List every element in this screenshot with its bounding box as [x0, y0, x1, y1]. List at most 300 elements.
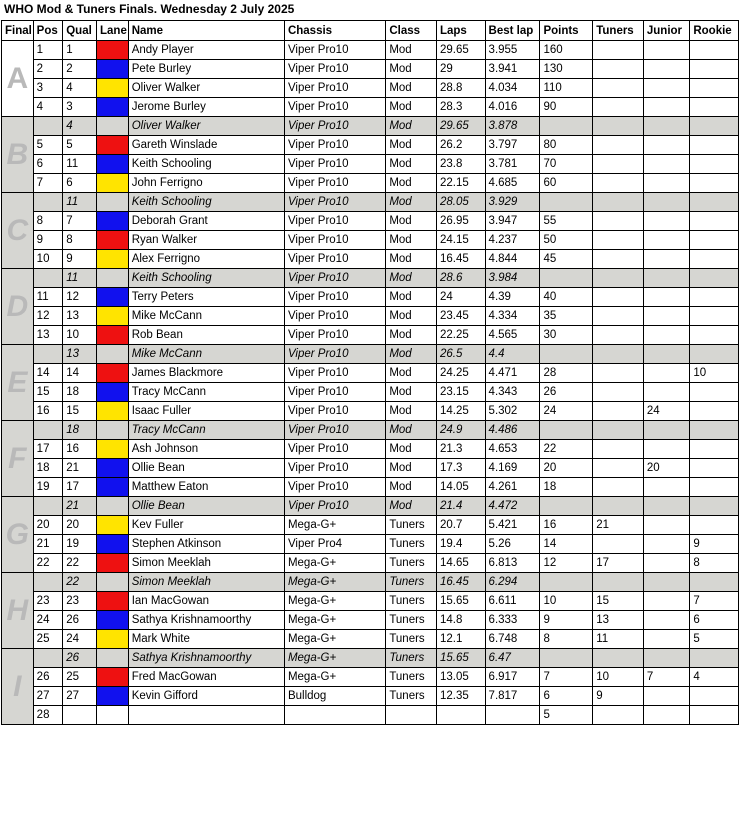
cell-points: 12 — [540, 554, 593, 573]
cell-rookie — [690, 231, 739, 250]
cell-tuners — [593, 155, 644, 174]
cell-qual: 18 — [63, 383, 97, 402]
cell-points: 160 — [540, 41, 593, 60]
cell-rookie — [690, 117, 739, 136]
cell-class: Mod — [386, 307, 437, 326]
column-header-class: Class — [386, 21, 437, 41]
table-row — [2, 212, 739, 231]
cell-points: 130 — [540, 60, 593, 79]
cell-qual: 20 — [63, 516, 97, 535]
cell-tuners — [593, 250, 644, 269]
cell-best-lap: 7.817 — [485, 687, 540, 706]
cell-tuners — [593, 402, 644, 421]
cell-best-lap: 3.878 — [485, 117, 540, 136]
cell-lane — [97, 269, 129, 288]
cell-name: Ian MacGowan — [128, 592, 284, 611]
table-row — [2, 630, 739, 649]
cell-lane — [97, 459, 129, 478]
cell-chassis: Viper Pro10 — [284, 98, 385, 117]
cell-tuners: 11 — [593, 630, 644, 649]
cell-qual: 11 — [63, 269, 97, 288]
cell-qual: 6 — [63, 174, 97, 193]
cell-pos: 18 — [33, 459, 63, 478]
cell-pos: 3 — [33, 79, 63, 98]
table-row — [2, 573, 739, 592]
final-group-letter: H — [2, 573, 34, 649]
cell-pos — [33, 649, 63, 668]
cell-points: 40 — [540, 288, 593, 307]
cell-laps: 16.45 — [436, 250, 485, 269]
cell-class: Mod — [386, 478, 437, 497]
cell-tuners — [593, 193, 644, 212]
table-row — [2, 535, 739, 554]
cell-qual: 27 — [63, 687, 97, 706]
cell-laps: 20.7 — [436, 516, 485, 535]
cell-laps: 21.3 — [436, 440, 485, 459]
cell-best-lap: 4.034 — [485, 79, 540, 98]
cell-class: Tuners — [386, 611, 437, 630]
cell-lane — [97, 611, 129, 630]
cell-rookie: 10 — [690, 364, 739, 383]
cell-chassis: Mega-G+ — [284, 554, 385, 573]
cell-tuners — [593, 383, 644, 402]
cell-rookie — [690, 250, 739, 269]
cell-chassis: Mega-G+ — [284, 668, 385, 687]
cell-junior — [643, 136, 689, 155]
table-row — [2, 649, 739, 668]
cell-junior — [643, 60, 689, 79]
cell-class: Mod — [386, 383, 437, 402]
cell-laps: 23.8 — [436, 155, 485, 174]
cell-tuners — [593, 364, 644, 383]
cell-chassis: Viper Pro10 — [284, 117, 385, 136]
cell-laps: 24.9 — [436, 421, 485, 440]
cell-tuners — [593, 60, 644, 79]
table-row — [2, 288, 739, 307]
cell-lane — [97, 117, 129, 136]
cell-laps: 28.3 — [436, 98, 485, 117]
cell-pos: 24 — [33, 611, 63, 630]
cell-points: 45 — [540, 250, 593, 269]
cell-laps — [436, 706, 485, 725]
cell-best-lap: 4.334 — [485, 307, 540, 326]
cell-qual: 8 — [63, 231, 97, 250]
cell-chassis: Viper Pro10 — [284, 269, 385, 288]
column-header-laps: Laps — [436, 21, 485, 41]
cell-qual: 4 — [63, 117, 97, 136]
cell-rookie — [690, 212, 739, 231]
cell-laps: 26.2 — [436, 136, 485, 155]
cell-name: Ollie Bean — [128, 497, 284, 516]
cell-class: Tuners — [386, 516, 437, 535]
cell-class: Tuners — [386, 573, 437, 592]
cell-chassis: Viper Pro10 — [284, 250, 385, 269]
cell-laps: 14.8 — [436, 611, 485, 630]
cell-tuners — [593, 136, 644, 155]
table-row — [2, 326, 739, 345]
cell-rookie — [690, 706, 739, 725]
cell-name: Sathya Krishnamoorthy — [128, 649, 284, 668]
cell-lane — [97, 478, 129, 497]
cell-chassis: Viper Pro10 — [284, 383, 385, 402]
cell-pos — [33, 421, 63, 440]
cell-name: Simon Meeklah — [128, 554, 284, 573]
cell-tuners — [593, 41, 644, 60]
cell-qual: 10 — [63, 326, 97, 345]
cell-best-lap: 3.984 — [485, 269, 540, 288]
cell-lane — [97, 288, 129, 307]
cell-best-lap: 5.26 — [485, 535, 540, 554]
cell-points — [540, 649, 593, 668]
cell-chassis: Mega-G+ — [284, 630, 385, 649]
cell-lane — [97, 250, 129, 269]
cell-points: 18 — [540, 478, 593, 497]
cell-lane — [97, 98, 129, 117]
cell-points: 8 — [540, 630, 593, 649]
cell-laps: 22.15 — [436, 174, 485, 193]
cell-rookie — [690, 193, 739, 212]
cell-best-lap — [485, 706, 540, 725]
column-header-points: Points — [540, 21, 593, 41]
cell-lane — [97, 136, 129, 155]
cell-name: Keith Schooling — [128, 193, 284, 212]
cell-lane — [97, 687, 129, 706]
cell-rookie: 4 — [690, 668, 739, 687]
cell-best-lap: 4.565 — [485, 326, 540, 345]
cell-points: 80 — [540, 136, 593, 155]
cell-chassis: Viper Pro10 — [284, 402, 385, 421]
cell-rookie: 9 — [690, 535, 739, 554]
cell-class: Mod — [386, 79, 437, 98]
cell-pos: 9 — [33, 231, 63, 250]
cell-chassis: Mega-G+ — [284, 573, 385, 592]
cell-junior — [643, 497, 689, 516]
cell-class: Mod — [386, 136, 437, 155]
cell-rookie: 6 — [690, 611, 739, 630]
cell-laps: 15.65 — [436, 592, 485, 611]
cell-pos: 12 — [33, 307, 63, 326]
cell-chassis: Viper Pro10 — [284, 326, 385, 345]
cell-name: Jerome Burley — [128, 98, 284, 117]
cell-chassis: Viper Pro10 — [284, 440, 385, 459]
cell-qual: 21 — [63, 459, 97, 478]
cell-junior — [643, 155, 689, 174]
cell-name: Gareth Winslade — [128, 136, 284, 155]
cell-chassis: Viper Pro10 — [284, 497, 385, 516]
cell-laps: 12.35 — [436, 687, 485, 706]
cell-pos: 17 — [33, 440, 63, 459]
cell-tuners — [593, 345, 644, 364]
cell-points: 60 — [540, 174, 593, 193]
cell-chassis: Viper Pro10 — [284, 231, 385, 250]
cell-lane — [97, 364, 129, 383]
cell-junior — [643, 231, 689, 250]
table-row — [2, 421, 739, 440]
cell-pos — [33, 193, 63, 212]
cell-class: Mod — [386, 155, 437, 174]
column-header-rookie: Rookie — [690, 21, 739, 41]
cell-class: Mod — [386, 402, 437, 421]
final-group-letter: F — [2, 421, 34, 497]
table-row — [2, 440, 739, 459]
cell-best-lap: 3.929 — [485, 193, 540, 212]
cell-class: Tuners — [386, 535, 437, 554]
cell-points: 24 — [540, 402, 593, 421]
cell-qual: 13 — [63, 307, 97, 326]
cell-points: 7 — [540, 668, 593, 687]
cell-junior — [643, 212, 689, 231]
cell-chassis: Mega-G+ — [284, 592, 385, 611]
cell-name: Mike McCann — [128, 345, 284, 364]
cell-laps: 13.05 — [436, 668, 485, 687]
cell-laps: 23.15 — [436, 383, 485, 402]
final-group-letter: G — [2, 497, 34, 573]
cell-pos: 22 — [33, 554, 63, 573]
cell-pos: 19 — [33, 478, 63, 497]
cell-class: Tuners — [386, 649, 437, 668]
cell-name: Fred MacGowan — [128, 668, 284, 687]
page-title: WHO Mod & Tuners Finals. Wednesday 2 July 2025 — [4, 2, 295, 16]
cell-class: Mod — [386, 459, 437, 478]
final-group-letter: B — [2, 117, 34, 193]
table-row — [2, 402, 739, 421]
cell-class: Tuners — [386, 668, 437, 687]
cell-laps: 28.8 — [436, 79, 485, 98]
cell-tuners — [593, 79, 644, 98]
cell-name: Andy Player — [128, 41, 284, 60]
cell-tuners — [593, 98, 644, 117]
cell-points: 16 — [540, 516, 593, 535]
cell-qual: 14 — [63, 364, 97, 383]
cell-points — [540, 193, 593, 212]
cell-pos: 7 — [33, 174, 63, 193]
cell-points — [540, 345, 593, 364]
cell-name: James Blackmore — [128, 364, 284, 383]
cell-qual: 9 — [63, 250, 97, 269]
table-row — [2, 269, 739, 288]
cell-points — [540, 497, 593, 516]
final-group-letter: D — [2, 269, 34, 345]
cell-rookie — [690, 345, 739, 364]
cell-junior — [643, 573, 689, 592]
cell-rookie — [690, 649, 739, 668]
cell-pos — [33, 345, 63, 364]
cell-chassis: Viper Pro4 — [284, 535, 385, 554]
cell-laps: 26.5 — [436, 345, 485, 364]
cell-qual: 13 — [63, 345, 97, 364]
cell-rookie — [690, 440, 739, 459]
cell-name: Mark White — [128, 630, 284, 649]
cell-chassis: Viper Pro10 — [284, 41, 385, 60]
cell-name: Tracy McCann — [128, 383, 284, 402]
cell-name: Kevin Gifford — [128, 687, 284, 706]
table-row — [2, 554, 739, 573]
cell-tuners — [593, 421, 644, 440]
cell-junior — [643, 41, 689, 60]
cell-pos — [33, 573, 63, 592]
cell-chassis: Viper Pro10 — [284, 364, 385, 383]
cell-best-lap: 6.47 — [485, 649, 540, 668]
cell-qual: 11 — [63, 155, 97, 174]
cell-laps: 14.65 — [436, 554, 485, 573]
table-row — [2, 174, 739, 193]
table-row — [2, 79, 739, 98]
cell-class: Mod — [386, 497, 437, 516]
cell-tuners — [593, 573, 644, 592]
cell-class: Tuners — [386, 592, 437, 611]
cell-laps: 21.4 — [436, 497, 485, 516]
table-row — [2, 117, 739, 136]
cell-best-lap: 4.016 — [485, 98, 540, 117]
cell-chassis: Bulldog — [284, 687, 385, 706]
cell-points: 26 — [540, 383, 593, 402]
cell-best-lap: 3.941 — [485, 60, 540, 79]
cell-rookie — [690, 307, 739, 326]
cell-best-lap: 4.844 — [485, 250, 540, 269]
cell-best-lap: 4.237 — [485, 231, 540, 250]
table-row — [2, 98, 739, 117]
cell-lane — [97, 554, 129, 573]
cell-chassis: Mega-G+ — [284, 516, 385, 535]
cell-lane — [97, 516, 129, 535]
cell-chassis: Viper Pro10 — [284, 212, 385, 231]
cell-points: 5 — [540, 706, 593, 725]
cell-lane — [97, 573, 129, 592]
cell-class: Mod — [386, 326, 437, 345]
cell-lane — [97, 592, 129, 611]
cell-chassis: Viper Pro10 — [284, 60, 385, 79]
table-row — [2, 668, 739, 687]
cell-junior — [643, 269, 689, 288]
cell-qual: 15 — [63, 402, 97, 421]
final-group-letter: A — [2, 41, 34, 117]
cell-junior — [643, 193, 689, 212]
cell-points: 50 — [540, 231, 593, 250]
cell-points — [540, 269, 593, 288]
cell-points: 28 — [540, 364, 593, 383]
cell-laps: 28.05 — [436, 193, 485, 212]
table-header-row — [2, 21, 739, 41]
cell-lane — [97, 402, 129, 421]
cell-class: Tuners — [386, 687, 437, 706]
results-table — [1, 20, 739, 725]
cell-qual: 24 — [63, 630, 97, 649]
cell-junior — [643, 383, 689, 402]
cell-lane — [97, 41, 129, 60]
cell-name: Tracy McCann — [128, 421, 284, 440]
cell-name: Oliver Walker — [128, 117, 284, 136]
cell-junior — [643, 478, 689, 497]
cell-junior — [643, 326, 689, 345]
cell-pos: 28 — [33, 706, 63, 725]
table-row — [2, 383, 739, 402]
cell-class: Mod — [386, 421, 437, 440]
cell-tuners: 10 — [593, 668, 644, 687]
table-row — [2, 41, 739, 60]
cell-chassis: Mega-G+ — [284, 611, 385, 630]
cell-laps: 16.45 — [436, 573, 485, 592]
cell-qual — [63, 706, 97, 725]
cell-pos: 2 — [33, 60, 63, 79]
cell-lane — [97, 345, 129, 364]
cell-best-lap: 6.813 — [485, 554, 540, 573]
cell-qual: 25 — [63, 668, 97, 687]
table-row — [2, 687, 739, 706]
cell-chassis: Viper Pro10 — [284, 288, 385, 307]
cell-lane — [97, 193, 129, 212]
cell-laps: 17.3 — [436, 459, 485, 478]
cell-laps: 29 — [436, 60, 485, 79]
cell-laps: 15.65 — [436, 649, 485, 668]
cell-best-lap: 4.261 — [485, 478, 540, 497]
cell-qual: 17 — [63, 478, 97, 497]
cell-pos: 5 — [33, 136, 63, 155]
cell-pos: 10 — [33, 250, 63, 269]
cell-laps: 23.45 — [436, 307, 485, 326]
cell-qual: 22 — [63, 554, 97, 573]
cell-lane — [97, 630, 129, 649]
cell-name: John Ferrigno — [128, 174, 284, 193]
cell-lane — [97, 231, 129, 250]
cell-qual: 26 — [63, 649, 97, 668]
cell-pos: 6 — [33, 155, 63, 174]
cell-rookie — [690, 459, 739, 478]
cell-chassis: Viper Pro10 — [284, 478, 385, 497]
cell-tuners — [593, 706, 644, 725]
cell-rookie: 7 — [690, 592, 739, 611]
cell-name: Ash Johnson — [128, 440, 284, 459]
cell-points: 30 — [540, 326, 593, 345]
cell-tuners — [593, 288, 644, 307]
cell-laps: 29.65 — [436, 117, 485, 136]
cell-points: 110 — [540, 79, 593, 98]
cell-tuners: 9 — [593, 687, 644, 706]
cell-junior — [643, 174, 689, 193]
table-row — [2, 516, 739, 535]
cell-chassis — [284, 706, 385, 725]
cell-best-lap: 3.955 — [485, 41, 540, 60]
cell-name: Stephen Atkinson — [128, 535, 284, 554]
cell-qual: 22 — [63, 573, 97, 592]
cell-best-lap: 3.797 — [485, 136, 540, 155]
cell-rookie — [690, 516, 739, 535]
cell-pos: 8 — [33, 212, 63, 231]
cell-points: 70 — [540, 155, 593, 174]
cell-best-lap: 4.653 — [485, 440, 540, 459]
cell-chassis: Viper Pro10 — [284, 174, 385, 193]
cell-rookie — [690, 98, 739, 117]
cell-junior — [643, 364, 689, 383]
cell-rookie — [690, 79, 739, 98]
cell-name: Isaac Fuller — [128, 402, 284, 421]
cell-lane — [97, 326, 129, 345]
cell-lane — [97, 60, 129, 79]
cell-lane — [97, 383, 129, 402]
cell-tuners: 13 — [593, 611, 644, 630]
cell-lane — [97, 706, 129, 725]
cell-junior — [643, 687, 689, 706]
cell-tuners — [593, 212, 644, 231]
cell-best-lap: 3.947 — [485, 212, 540, 231]
cell-class: Tuners — [386, 630, 437, 649]
cell-laps: 24 — [436, 288, 485, 307]
cell-points — [540, 573, 593, 592]
cell-points: 35 — [540, 307, 593, 326]
cell-junior — [643, 706, 689, 725]
column-header-tuners: Tuners — [593, 21, 644, 41]
cell-pos: 27 — [33, 687, 63, 706]
table-row — [2, 60, 739, 79]
